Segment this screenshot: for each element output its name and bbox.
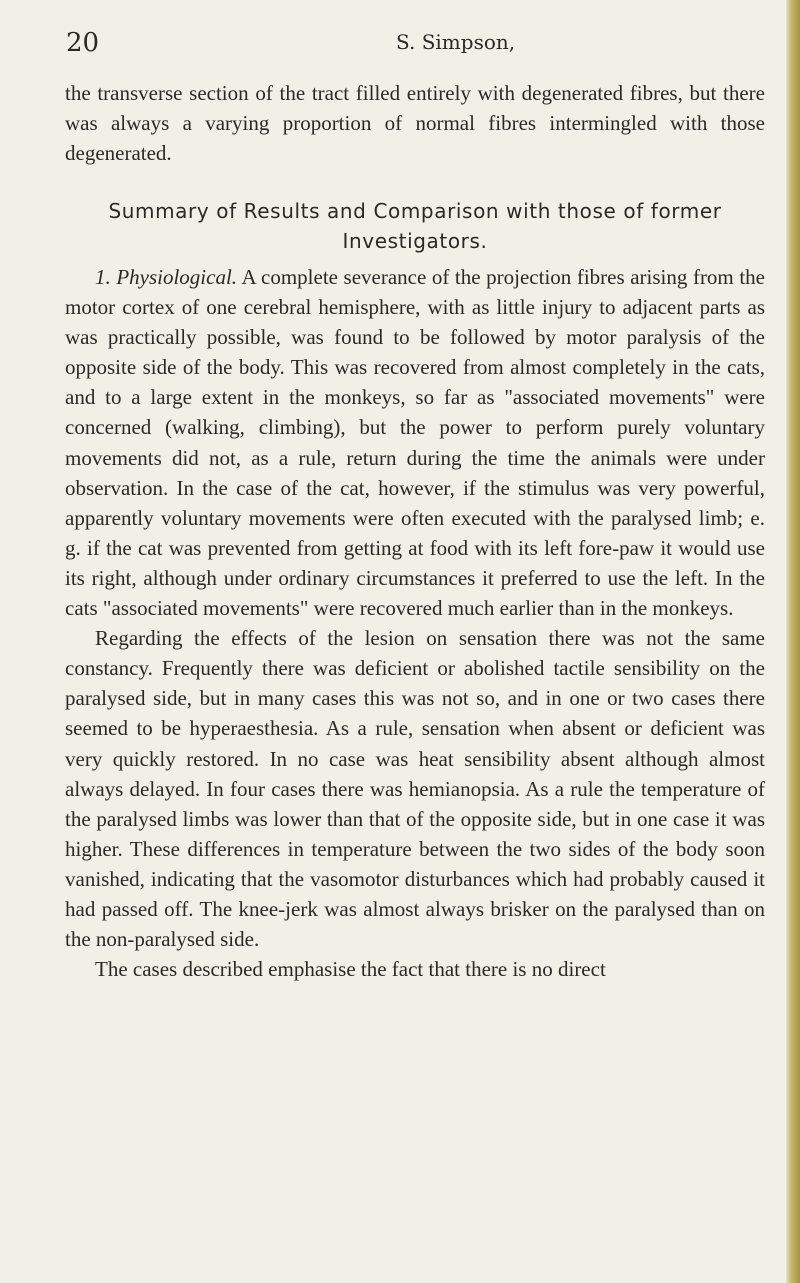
page-edge-binding bbox=[786, 0, 800, 1283]
paragraph-sensation: Regarding the effects of the lesion on sensation there was not the same constancy. Frequently there was deficient or abolished tactile sensibility on the paralysed side, but in many cases this was not so, and in one or two cases there seemed to be hyperaesthesia. As a rule, sensation when absent or deficient was very quickly restored. In no case was heat sensibility absent although almost always delayed. In four cases there was hemianopsia. As a rule the temperature of the paralysed limbs was lower than that of the opposite side, but in one case it was higher. These differences in temperature between the two sides of the body soon vanished, indicating that the vasomotor disturbances which had probably caused it had passed off. The knee-jerk was almost always brisker on the paralysed than on the non-paralysed side. bbox=[65, 626, 765, 952]
paragraph-conclusion: The cases described emphasise the fact that there is no direct bbox=[95, 957, 606, 982]
intro-paragraph: the transverse section of the tract filled entirely with degenerated fibres, but there was always a varying proportion of normal fibres intermingled with those degenerated. bbox=[65, 81, 765, 166]
paragraph-physiological bbox=[65, 262, 765, 623]
paragraph-lead: 1. Physiological. bbox=[95, 265, 238, 289]
section-heading-line-1: Summary of Results and Comparison with those of former bbox=[108, 199, 722, 223]
page-number: 20 bbox=[66, 28, 100, 58]
paragraph-text: A complete severance of the projection fibres arising from the motor cortex of one cerebral hemisphere, with as little injury to adjacent parts as was practically possible, was found to be followed by motor paralysis of the opposite side of the body. This was recovered from almost completely in the cats, and to a large extent in the monkeys, so far as "associated movements" were concerned (walking, climbing), but the power to perform purely voluntary movements did not, as a rule, return during the time the animals were under observation. In the case of the cat, however, if the stimulus was very powerful, apparently voluntary movements were often executed with the paralysed limb; e. g. if the cat was prevented from getting at food with its left fore-paw it would use its right, although under ordinary circumstances it preferred to use the left. In the cats "associated movements" were recovered much earlier than in the monkeys. bbox=[65, 265, 765, 621]
page-header bbox=[66, 28, 756, 68]
section-heading-line-2: Investigators. bbox=[342, 229, 488, 253]
section-heading bbox=[65, 196, 765, 256]
intro-paragraph-block bbox=[65, 78, 765, 168]
running-head: S. Simpson, bbox=[396, 30, 516, 54]
body-text bbox=[65, 262, 765, 984]
